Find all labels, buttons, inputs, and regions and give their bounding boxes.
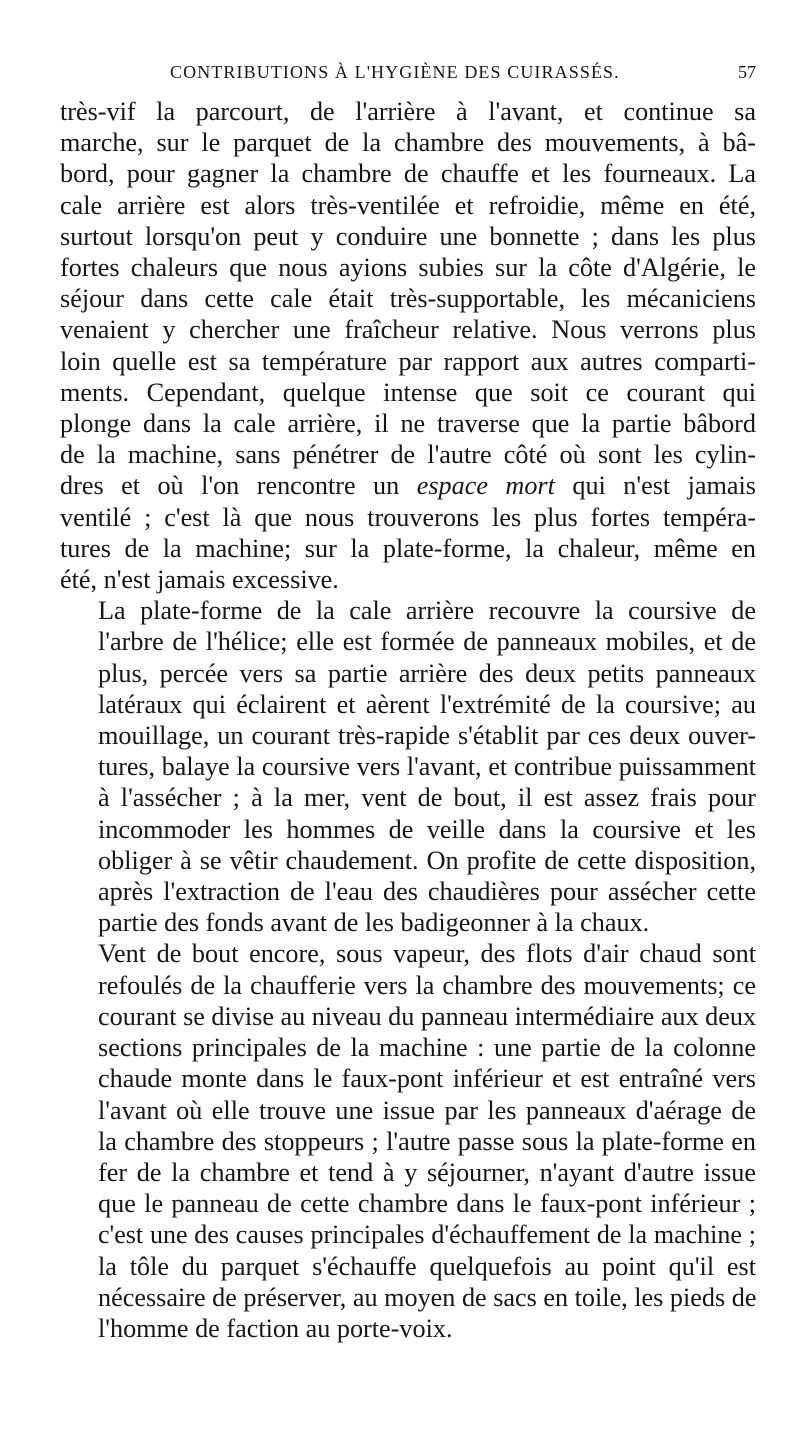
text-line: loin quelle est sa température par rapport aux autres comparti- (60, 346, 756, 376)
page-number: 57 (738, 62, 756, 82)
text-line: courant se divise au niveau du panneau intermédiaire aux deux (98, 1001, 757, 1031)
paragraph-1 (60, 96, 756, 595)
text-line: mouillage, un courant très-rapide s'établit par ces deux ouver- (98, 721, 756, 751)
running-head (60, 62, 756, 88)
text-line: refoulés de la chaufferie vers la chambre des mouvements; ce (98, 970, 756, 1000)
text-line: incommoder les hommes de veille dans la coursive et les (98, 814, 756, 844)
text-line: fer de la chambre et tend à y séjourner, n'ayant d'autre issue (98, 1157, 756, 1187)
text-line: fortes chaleurs que nous ayions subies sur la côte d'Algérie, le (60, 253, 756, 283)
text-line: ments. Cependant, quelque intense que soit ce courant qui (60, 377, 756, 407)
paragraph-3 (60, 938, 756, 1344)
text-line: Vent de bout encore, sous vapeur, des flots d'air chaud sont (98, 939, 756, 969)
text-line: séjour dans cette cale était très-supportable, les mécaniciens (60, 284, 756, 314)
text-line: que le panneau de cette chambre dans le faux-pont inférieur ; (98, 1189, 756, 1219)
running-title: CONTRIBUTIONS À L'HYGIÈNE DES CUIRASSÉS. (170, 62, 620, 82)
text-line: plonge dans la cale arrière, il ne traverse que la partie bâbord (60, 409, 756, 439)
text-line: l'avant où elle trouve une issue par les panneaux d'aérage de (98, 1095, 756, 1125)
text-line: marche, sur le parquet de la chambre des mouvements, à bâ- (60, 128, 756, 158)
text-line: la tôle du parquet s'échauffe quelquefois au point qu'il est (98, 1251, 756, 1281)
text-line: sections principales de la machine : une partie de la colonne (98, 1033, 756, 1063)
text-line: de la machine, sans pénétrer de l'autre côté où sont les cylin- (60, 440, 756, 470)
text-line: très-vif la parcourt, de l'arrière à l'avant, et continue sa (60, 97, 756, 126)
text-line: tures de la machine; sur la plate-forme, la chaleur, même en (60, 533, 756, 563)
text-line: chaude monte dans le faux-pont inférieur et est entraîné vers (98, 1064, 756, 1094)
text-line-with-italic (60, 470, 756, 501)
text-line: été, n'est jamais excessive. (60, 565, 339, 595)
text-line: cale arrière est alors très-ventilée et refroidie, même en été, (60, 190, 756, 220)
text-line: l'arbre de l'hélice; elle est formée de panneaux mobiles, et de (98, 627, 756, 657)
text-line: latéraux qui éclairent et aèrent l'extrémité de la coursive; au (98, 689, 756, 719)
text-line: à l'assécher ; à la mer, vent de bout, il est assez frais pour (98, 783, 756, 813)
italic-term: espace mort (416, 471, 555, 501)
paragraph-2 (60, 595, 756, 938)
text-line: surtout lorsqu'on peut y conduire une bonnette ; dans les plus (60, 221, 756, 251)
text-line: partie des fonds avant de les badigeonner à la chaux. (98, 908, 650, 938)
text-line: tures, balaye la coursive vers l'avant, et contribue puissamment (98, 752, 756, 782)
text-fragment: qui n'est jamais (554, 471, 756, 501)
text-line: nécessaire de préserver, au moyen de sacs en toile, les pieds de (98, 1282, 757, 1312)
text-line: bord, pour gagner la chambre de chauffe et les fourneaux. La (60, 159, 756, 189)
text-line: c'est une des causes principales d'échauffement de la machine ; (98, 1220, 756, 1250)
body-text (60, 96, 756, 1344)
text-line: après l'extraction de l'eau des chaudières pour assécher cette (98, 877, 756, 907)
text-line: obliger à se vêtir chaudement. On profite de cette disposition, (98, 845, 756, 875)
text-line: l'homme de faction au porte-voix. (98, 1313, 453, 1343)
text-line: La plate-forme de la cale arrière recouvre la coursive de (98, 596, 756, 626)
text-fragment: dres et où l'on rencontre un (60, 471, 417, 501)
text-line: ventilé ; c'est là que nous trouverons les plus fortes tempéra- (60, 502, 756, 532)
text-line: la chambre des stoppeurs ; l'autre passe sous la plate-forme en (98, 1126, 756, 1156)
text-line: plus, percée vers sa partie arrière des deux petits panneaux (98, 658, 756, 688)
book-page (60, 62, 756, 1344)
text-line: venaient y chercher une fraîcheur relative. Nous verrons plus (60, 315, 756, 345)
